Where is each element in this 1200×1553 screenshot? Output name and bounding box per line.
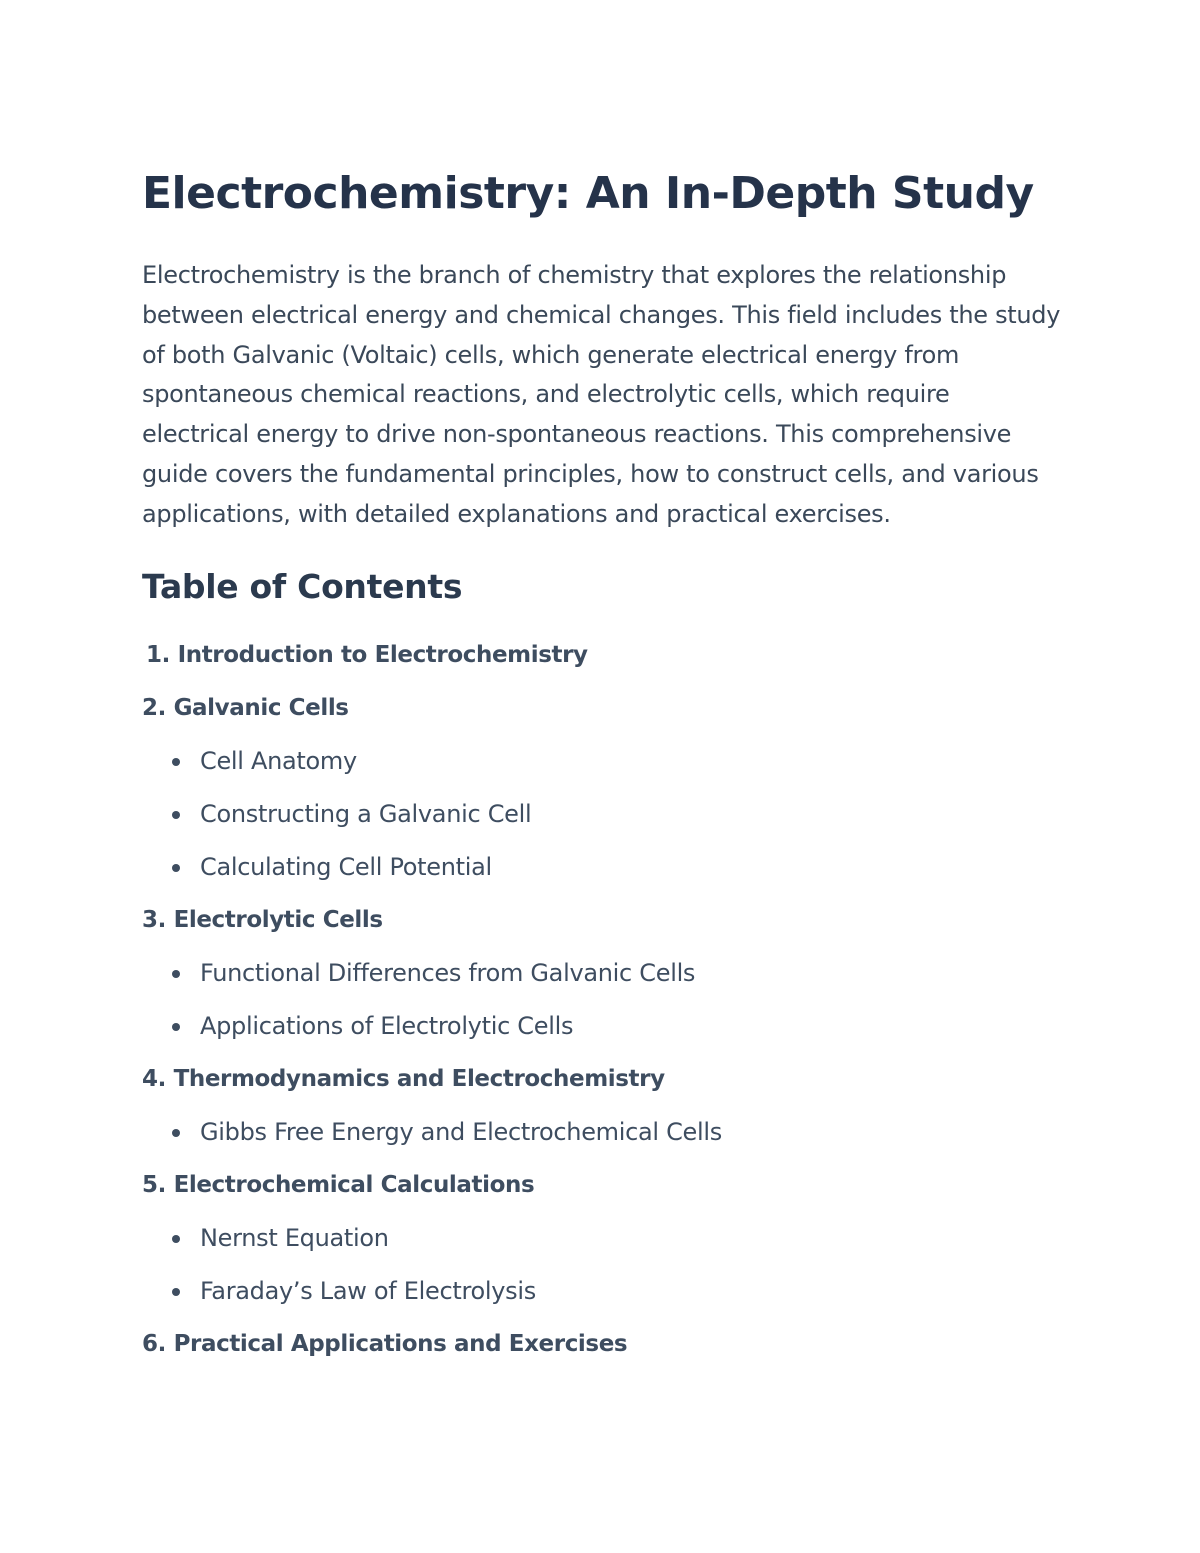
bullet-icon — [172, 1129, 180, 1137]
toc-heading: Table of Contents — [142, 566, 463, 606]
toc-section-heading — [142, 682, 1062, 735]
toc-section-heading — [142, 1053, 1062, 1106]
toc-subsection-item — [142, 1212, 1062, 1265]
toc-subsection-item — [142, 1265, 1062, 1318]
toc-subsection-item — [142, 947, 1062, 1000]
bullet-icon — [172, 864, 180, 872]
toc-section — [142, 894, 1062, 1053]
toc-section-heading — [142, 629, 1062, 682]
toc-section-number: 3. — [142, 906, 166, 933]
page-title: Electrochemistry: An In-Depth Study — [142, 168, 1034, 219]
toc-section-number: 1. — [146, 641, 170, 668]
bullet-icon — [172, 1288, 180, 1296]
toc-subsection-item — [142, 1106, 1062, 1159]
toc-section — [142, 1053, 1062, 1159]
toc-subsection-label: Faraday’s Law of Electrolysis — [200, 1276, 536, 1305]
toc-section — [142, 629, 1062, 682]
toc-subsection-label: Gibbs Free Energy and Electrochemical Cells — [200, 1117, 722, 1146]
toc-section-title: Electrochemical Calculations — [173, 1171, 535, 1198]
table-of-contents — [142, 629, 1062, 1371]
toc-section-number: 5. — [142, 1171, 166, 1198]
toc-section-title: Introduction to Electrochemistry — [177, 641, 588, 668]
toc-section-heading — [142, 1318, 1062, 1371]
toc-subsection-list — [142, 1106, 1062, 1159]
toc-subsection-label: Nernst Equation — [200, 1223, 389, 1252]
bullet-icon — [172, 1235, 180, 1243]
toc-section-title: Galvanic Cells — [173, 694, 349, 721]
bullet-icon — [172, 1023, 180, 1031]
toc-subsection-list — [142, 947, 1062, 1053]
toc-section — [142, 1318, 1062, 1371]
toc-section — [142, 1159, 1062, 1318]
toc-section-number: 6. — [142, 1330, 166, 1357]
toc-subsection-item — [142, 841, 1062, 894]
toc-subsection-list — [142, 1212, 1062, 1318]
toc-section-number: 4. — [142, 1065, 166, 1092]
toc-subsection-item — [142, 788, 1062, 841]
toc-subsection-label: Applications of Electrolytic Cells — [200, 1011, 574, 1040]
toc-subsection-label: Cell Anatomy — [200, 746, 357, 775]
toc-subsection-item — [142, 1000, 1062, 1053]
toc-section-heading — [142, 894, 1062, 947]
document-page — [142, 166, 1062, 1371]
toc-subsection-label: Functional Differences from Galvanic Cells — [200, 958, 696, 987]
toc-subsection-label: Constructing a Galvanic Cell — [200, 799, 532, 828]
bullet-icon — [172, 970, 180, 978]
toc-section-title: Electrolytic Cells — [173, 906, 383, 933]
bullet-icon — [172, 758, 180, 766]
toc-section-heading — [142, 1159, 1062, 1212]
toc-subsection-list — [142, 735, 1062, 894]
toc-section — [142, 682, 1062, 894]
toc-section-number: 2. — [142, 694, 166, 721]
toc-section-title: Practical Applications and Exercises — [173, 1330, 628, 1357]
toc-subsection-label: Calculating Cell Potential — [200, 852, 492, 881]
toc-subsection-item — [142, 735, 1062, 788]
bullet-icon — [172, 811, 180, 819]
intro-paragraph: Electrochemistry is the branch of chemistry that explores the relationship between electrical energy and chemical changes. This field includes the study of both Galvanic (Voltaic) cells, which generate electrical energy from spontaneous chemical reactions, and electrolytic cells, which require electrical energy to drive non-spontaneous reactions. This comprehensive guide covers the fundamental principles, how to construct cells, and various applications, with detailed explanations and practical exercises. — [142, 261, 1061, 528]
toc-section-title: Thermodynamics and Electrochemistry — [173, 1065, 665, 1092]
